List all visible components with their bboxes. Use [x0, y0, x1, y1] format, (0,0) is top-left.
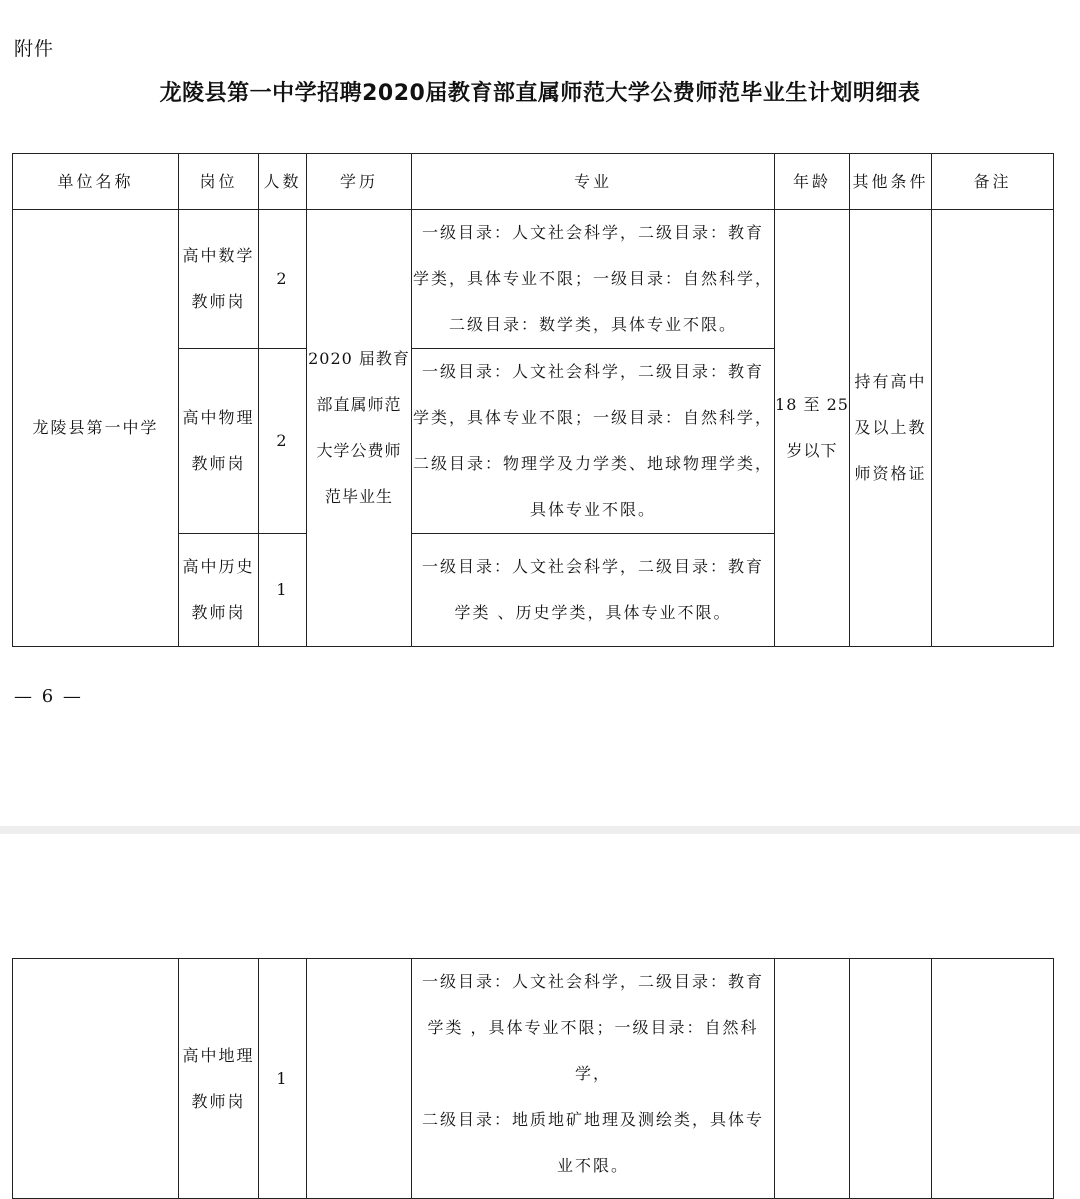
unit-name-cell — [13, 959, 179, 1199]
header-remarks: 备注 — [932, 154, 1054, 210]
major-line: 二级目录：地质地矿地理及测绘类，具体专 — [421, 1110, 764, 1129]
attachment-label: 附件 — [14, 38, 55, 60]
age-line: 18 至 25 — [775, 395, 849, 414]
major-line: 二级目录：物理学及力学类、地球物理学类， — [412, 454, 773, 473]
post-line: 教师岗 — [191, 292, 246, 311]
count-cell: 2 — [259, 349, 307, 534]
other-conditions-cell — [850, 210, 932, 647]
post-cell — [179, 959, 259, 1199]
count-cell: 2 — [259, 210, 307, 349]
unit-name-cell: 龙陵县第一中学 — [13, 210, 179, 647]
age-cell — [775, 959, 850, 1199]
remarks-cell — [932, 210, 1054, 647]
major-line: 学类 ，具体专业不限；一级目录：自然科学， — [427, 1018, 759, 1083]
major-line: 一级目录：人文社会科学，二级目录：教育 — [421, 362, 764, 381]
count-cell: 1 — [259, 959, 307, 1199]
table-row — [13, 959, 1054, 1199]
other-line: 及以上教 — [854, 418, 927, 437]
header-unit: 单位名称 — [13, 154, 179, 210]
header-major: 专业 — [412, 154, 775, 210]
plan-table — [12, 153, 1054, 647]
plan-table-continued — [12, 958, 1054, 1199]
post-line: 高中数学 — [182, 246, 255, 265]
remarks-cell — [932, 959, 1054, 1199]
header-education: 学历 — [307, 154, 412, 210]
post-cell — [179, 534, 259, 647]
major-line: 一级目录：人文社会科学，二级目录：教育 — [421, 557, 764, 576]
education-line: 2020 届教育 — [308, 349, 410, 368]
header-count: 人数 — [259, 154, 307, 210]
other-line: 师资格证 — [854, 464, 927, 483]
major-cell — [412, 959, 775, 1199]
page-number: — 6 — — [14, 686, 83, 707]
age-cell — [775, 210, 850, 647]
education-line: 部直属师范 — [316, 395, 402, 414]
age-line: 岁以下 — [786, 441, 838, 460]
major-line: 学类，具体专业不限；一级目录：自然科学， — [412, 408, 773, 427]
post-line: 教师岗 — [191, 1091, 246, 1111]
document-title: 龙陵县第一中学招聘2020届教育部直属师范大学公费师范毕业生计划明细表 — [159, 81, 921, 106]
header-post: 岗位 — [179, 154, 259, 210]
major-line: 具体专业不限。 — [529, 500, 656, 519]
post-cell — [179, 349, 259, 534]
post-line: 教师岗 — [191, 454, 246, 473]
major-line: 学类，具体专业不限；一级目录：自然科学， — [412, 269, 773, 288]
header-other: 其他条件 — [850, 154, 932, 210]
post-line: 高中物理 — [182, 408, 255, 427]
post-line: 高中地理 — [182, 1045, 255, 1065]
major-cell — [412, 349, 775, 534]
post-cell — [179, 210, 259, 349]
major-line: 一级目录：人文社会科学，二级目录：教育 — [421, 972, 764, 991]
major-line: 一级目录：人文社会科学，二级目录：教育 — [421, 223, 764, 242]
other-conditions-cell — [850, 959, 932, 1199]
education-cell — [307, 959, 412, 1199]
education-line: 范毕业生 — [324, 487, 393, 506]
post-line: 高中历史 — [182, 557, 255, 576]
major-line: 二级目录：数学类，具体专业不限。 — [448, 315, 737, 334]
major-cell — [412, 210, 775, 349]
education-line: 大学公费师 — [316, 441, 402, 460]
other-line: 持有高中 — [854, 372, 927, 391]
page-separator — [0, 826, 1080, 834]
header-age: 年龄 — [775, 154, 850, 210]
major-line: 学类 、历史学类，具体专业不限。 — [454, 603, 732, 622]
count-cell: 1 — [259, 534, 307, 647]
major-cell — [412, 534, 775, 647]
post-line: 教师岗 — [191, 603, 246, 622]
education-cell — [307, 210, 412, 647]
header-row — [13, 154, 1054, 210]
major-line: 业不限。 — [556, 1156, 629, 1175]
table-row — [13, 210, 1054, 349]
